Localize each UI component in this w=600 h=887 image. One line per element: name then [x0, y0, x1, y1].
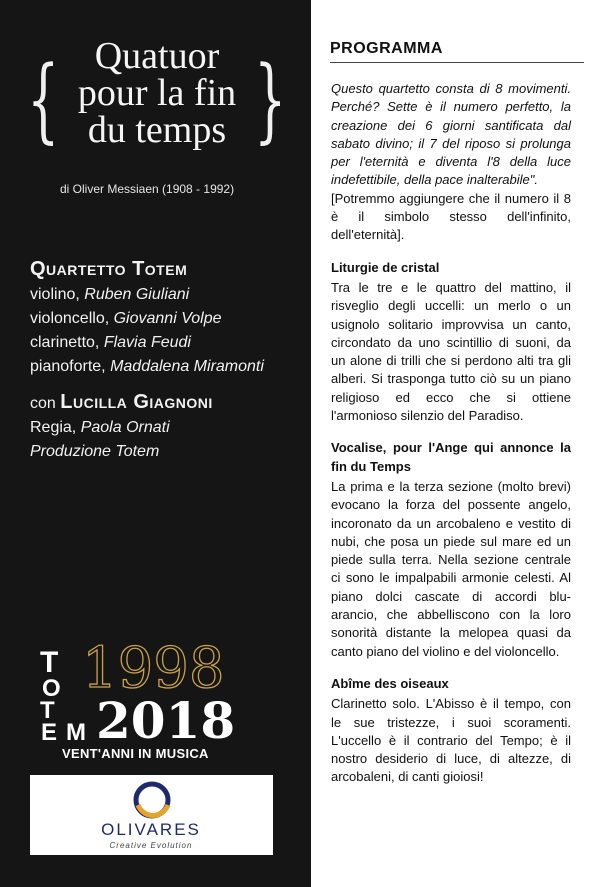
logo-letter-t2: T [40, 697, 55, 724]
title-line-1: Quatuor [94, 35, 220, 77]
production-credit: Produzione Totem [30, 443, 160, 460]
olivares-logo [30, 775, 273, 855]
regia-row [30, 416, 305, 440]
regia-name: Paola Ornati [80, 419, 170, 436]
page-title [48, 35, 266, 151]
sponsor-tagline: Creative Evolution [109, 841, 193, 850]
title-line-3: du temps [87, 109, 227, 151]
composer-line: di Oliver Messiaen (1908 - 1992) [60, 182, 235, 196]
sponsor-name: OLIVARES [101, 820, 201, 839]
instrument: violino, [30, 286, 80, 303]
cast-block [30, 258, 305, 464]
right-brace: } [254, 46, 287, 153]
movement-title: Abîme des oiseaux [331, 675, 449, 691]
logo-letter-e: E [41, 719, 58, 746]
programma-body [331, 80, 571, 787]
intro-text: Questo quartetto consta di 8 movimenti. Perché? Sette è il numero perfetto, la creazione dei 6 giorni santificata dal sabato divino; il 7 del riposo si prolunga per l'eternità e diventa l'8 della luce indefettibile, della pace inalterabile". [331, 81, 571, 188]
instrument: violoncello, [30, 310, 110, 327]
musician-row [30, 283, 305, 307]
logo-year-start: 1998 [82, 636, 225, 701]
musician-row [30, 355, 305, 379]
logo-letter-o: O [42, 675, 61, 702]
regia-label: Regia, [30, 419, 77, 436]
logo-year-end: 2018 [96, 691, 236, 750]
movement-text: Tra le tre e le quattro del mattino, il risveglio degli uccelli: un merlo o un usignolo solitario improvvisa un canto, circondato da uno scintillio di suoni, da un alone di trilli che si perdono alti tra gli alberi. Si trasponga tutto ciò su un piano religioso ed ecco che si ottiene l'armonioso silenzio del Paradiso. [331, 279, 571, 424]
left-brace: { [27, 46, 60, 153]
musician-name: Flavia Feudi [103, 334, 191, 351]
guest-row [30, 391, 305, 416]
movement-title: Liturgie de cristal [331, 259, 440, 275]
with-prefix: con [30, 395, 56, 412]
sponsor-box [30, 775, 273, 855]
heading-divider [330, 62, 584, 63]
olivares-swoosh-icon [138, 805, 168, 816]
musician-row [30, 307, 305, 331]
programma-heading: PROGRAMMA [330, 40, 443, 57]
instrument: pianoforte, [30, 358, 106, 375]
title-block [27, 35, 287, 173]
ensemble-name: Quartetto Totem [30, 258, 188, 280]
musician-name: Maddalena Miramonti [110, 358, 264, 375]
movement-title: Vocalise, pour l'Ange qui annonce la fin du Temps [331, 440, 571, 474]
musician-name: Giovanni Volpe [113, 310, 222, 327]
title-line-2: pour la fin [77, 72, 237, 114]
logo-letter-m: M [66, 719, 86, 746]
guest-name: Lucilla Giagnoni [60, 391, 213, 413]
movement-text: La prima e la terza sezione (molto brevi) evocano la forza del possente angelo, incoronato da un arcobaleno e vestito di nubi, che posa un piede sul mare ed un piede sulla terra. Nella sezione centrale ci sono le impalpabili armonie celesti. Al piano dolci cascate di accordi blu-arancio, che abbelliscono con la loro sonorità distante la melopea quasi da canto piano del violino e del violoncello. [331, 478, 571, 659]
instrument: clarinetto, [30, 334, 100, 351]
movement-text: Clarinetto solo. L'Abisso è il tempo, con le sue tristezze, i suoi scoramenti. L'uccello è il contrario del Tempo; è il nostro desiderio di luce, di altezze, di arcobaleni, di canti gioiosi! [331, 696, 571, 785]
intro-note: [Potremmo aggiungere che il numero il 8 è il simbolo stesso dell'infinito, dell'eternità]. [331, 190, 571, 243]
totem-anniversary-logo [36, 632, 296, 762]
logo-letter-t1: T [40, 646, 59, 679]
musician-name: Ruben Giuliani [84, 286, 190, 303]
musician-row [30, 331, 305, 355]
logo-anniversary: VENT'ANNI IN MUSICA [62, 746, 209, 761]
